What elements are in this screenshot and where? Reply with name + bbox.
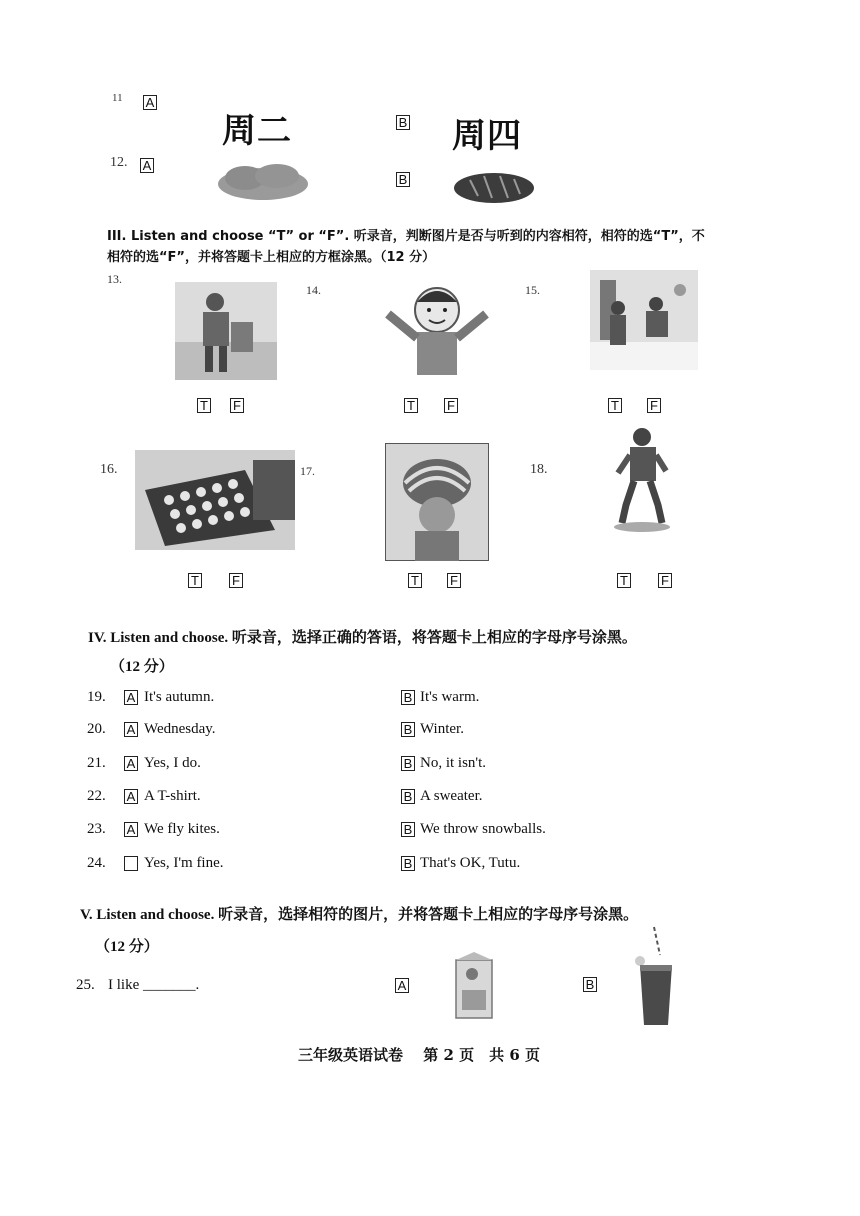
q20-option-b-text: Winter. — [420, 721, 464, 737]
question-20-number: 20. — [87, 721, 106, 737]
question-23-number: 23. — [87, 821, 106, 837]
q19-option-a-box[interactable]: A — [124, 690, 138, 705]
q16-false-box[interactable]: F — [229, 573, 243, 588]
section-4-instructions: IV. Listen and choose. 听录音，选择正确的答语，将答题卡上相应的字母序号涂黑。 — [88, 630, 637, 646]
q23-option-a-text: We fly kites. — [144, 821, 220, 837]
q14-false-box[interactable]: F — [444, 398, 458, 413]
q12-bread-image — [452, 170, 537, 206]
q23-option-b-text: We throw snowballs. — [420, 821, 546, 837]
q23-option-b-box[interactable]: B — [401, 822, 415, 837]
section-3-instructions: III. Listen and choose “T” or “F”. 听录音，判断图片是否与听到的内容相符，相符的选“T”，不相符的选“F”，并将答题卡上相应的方框涂黑。（12 分） — [107, 229, 705, 265]
q17-image — [385, 443, 489, 561]
q22-option-a-text: A T-shirt. — [144, 788, 201, 804]
q24-option-b-box[interactable]: B — [401, 856, 415, 871]
question-11-number: 11 — [112, 92, 123, 104]
q17-false-box[interactable]: F — [447, 573, 461, 588]
section-5-points: （12 分） — [95, 939, 159, 955]
q25-option-a-image — [448, 952, 498, 1022]
q17-true-box[interactable]: T — [408, 573, 422, 588]
page-footer: 三年级英语试卷 第 2 页 共 6 页 — [298, 1046, 540, 1064]
q11-image-b-text: 周四 — [452, 116, 522, 156]
q25-option-b-box[interactable]: B — [583, 977, 597, 992]
q21-option-a-box[interactable]: A — [124, 756, 138, 771]
section-5-instructions: V. Listen and choose. 听录音，选择相符的图片，并将答题卡上相应的字母序号涂黑。 — [80, 907, 639, 923]
q13-image — [175, 282, 277, 380]
q25-prompt-text: I like _______. — [108, 977, 200, 993]
q24-option-b-text: That's OK, Tutu. — [420, 855, 521, 871]
q11-option-b-box[interactable]: B — [396, 115, 410, 130]
q16-image — [135, 450, 295, 550]
question-13-number: 13. — [107, 272, 122, 286]
question-25-number: 25. — [76, 977, 95, 993]
question-16-number: 16. — [100, 462, 118, 477]
q14-true-box[interactable]: T — [404, 398, 418, 413]
q25-option-b-image — [630, 925, 682, 1027]
q18-false-box[interactable]: F — [658, 573, 672, 588]
q20-option-a-box[interactable]: A — [124, 722, 138, 737]
q22-option-b-text: A sweater. — [420, 788, 483, 804]
q24-option-a-text: Yes, I'm fine. — [144, 855, 224, 871]
q23-option-a-box[interactable]: A — [124, 822, 138, 837]
q19-option-b-box[interactable]: B — [401, 690, 415, 705]
q22-option-b-box[interactable]: B — [401, 789, 415, 804]
q12-option-b-box[interactable]: B — [396, 172, 410, 187]
q20-option-b-box[interactable]: B — [401, 722, 415, 737]
question-15-number: 15. — [525, 283, 540, 297]
q21-option-b-text: No, it isn't. — [420, 755, 487, 771]
q19-option-a-text: It's autumn. — [144, 689, 215, 705]
question-22-number: 22. — [87, 788, 106, 804]
section-4-points: （12 分） — [110, 659, 174, 675]
question-19-number: 19. — [87, 689, 106, 705]
q13-true-box[interactable]: T — [197, 398, 211, 413]
q14-image — [382, 280, 492, 375]
question-14-number: 14. — [306, 283, 321, 297]
q21-option-a-text: Yes, I do. — [144, 755, 201, 771]
q18-image — [612, 425, 674, 533]
q12-cloud-image — [215, 162, 310, 202]
q12-option-a-box[interactable]: A — [140, 158, 154, 173]
q21-option-b-box[interactable]: B — [401, 756, 415, 771]
q11-image-a-text: 周二 — [222, 111, 292, 151]
q13-false-box[interactable]: F — [230, 398, 244, 413]
question-12-number: 12. — [110, 155, 128, 170]
question-17-number: 17. — [300, 464, 315, 478]
q16-true-box[interactable]: T — [188, 573, 202, 588]
q19-option-b-text: It's warm. — [420, 689, 480, 705]
q15-true-box[interactable]: T — [608, 398, 622, 413]
q11-option-a-box[interactable]: A — [143, 95, 157, 110]
question-21-number: 21. — [87, 755, 106, 771]
q24-option-a-box[interactable] — [124, 856, 138, 871]
q15-image — [590, 270, 698, 370]
q20-option-a-text: Wednesday. — [144, 721, 216, 737]
q15-false-box[interactable]: F — [647, 398, 661, 413]
q25-option-a-box[interactable]: A — [395, 978, 409, 993]
question-18-number: 18. — [530, 462, 548, 477]
q18-true-box[interactable]: T — [617, 573, 631, 588]
question-24-number: 24. — [87, 855, 106, 871]
q22-option-a-box[interactable]: A — [124, 789, 138, 804]
